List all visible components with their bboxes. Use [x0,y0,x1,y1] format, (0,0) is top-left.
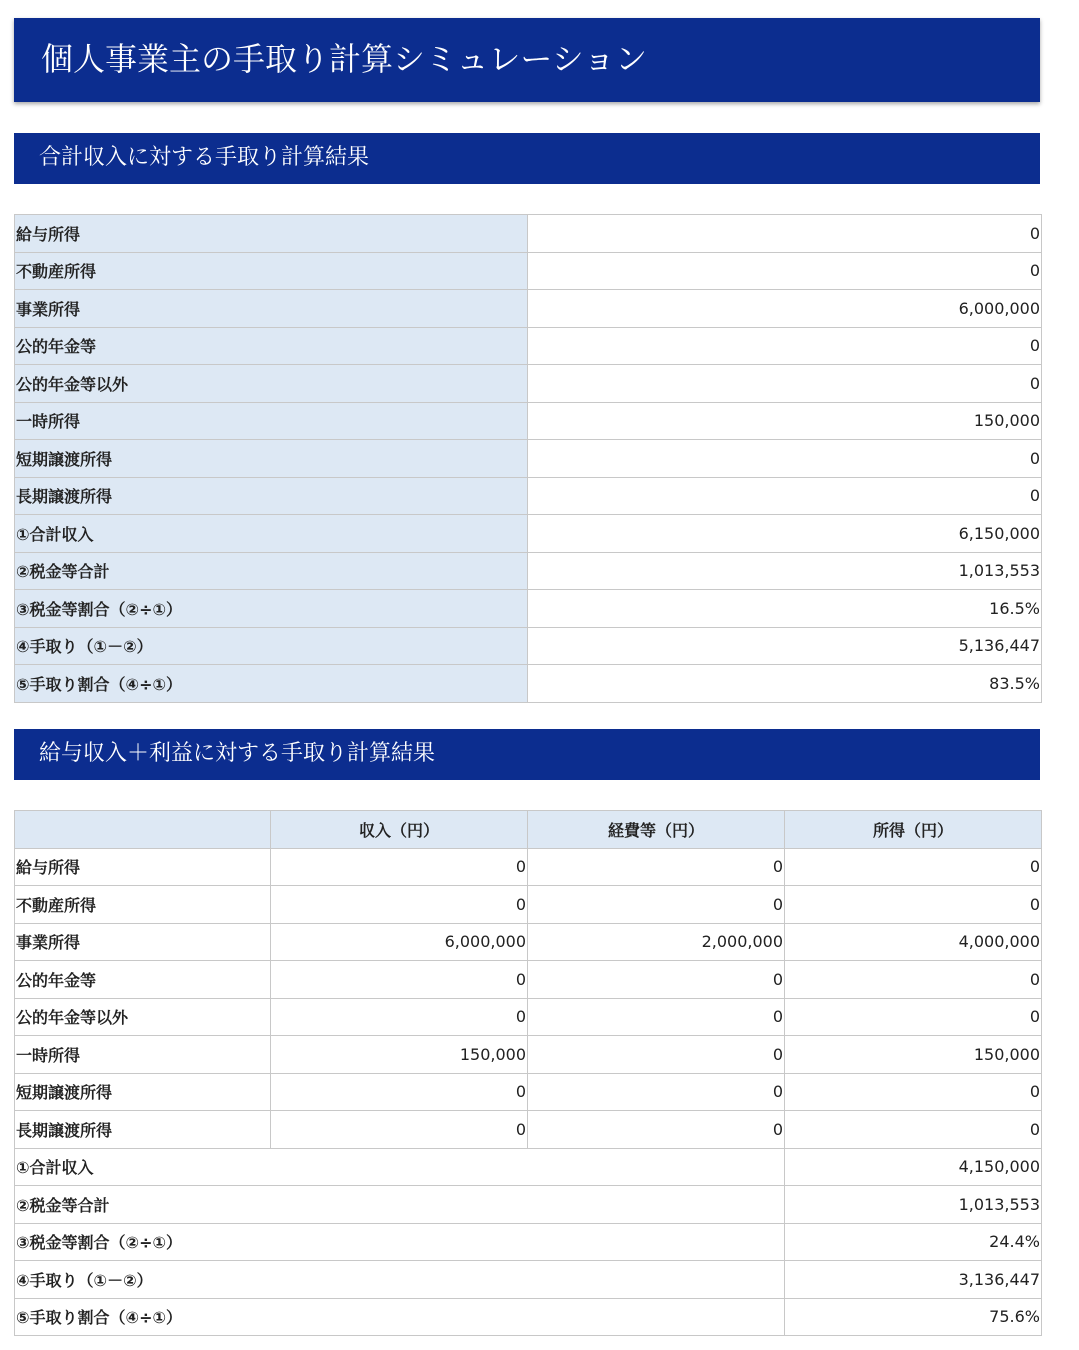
row-label: 公的年金等以外 [15,365,528,403]
row-label: 公的年金等 [15,961,271,999]
table-row [15,1036,1042,1074]
section1-heading: 合計収入に対する手取り計算結果 [39,145,370,170]
row-value: 0 [528,365,1042,403]
row-value: 5,136,447 [528,627,1042,665]
row-label: 長期譲渡所得 [15,477,528,515]
summary-row [15,1261,1042,1299]
net-income-value: 0 [785,1111,1042,1149]
summary-label: ③税金等割合（②÷①） [15,1223,785,1261]
column-header: 所得（円） [785,811,1042,849]
table-header-row [15,811,1042,849]
expense-value: 0 [528,886,785,924]
expense-value: 0 [528,1111,785,1149]
net-income-value: 0 [785,998,1042,1036]
row-value: 0 [528,215,1042,253]
row-label: 給与所得 [15,848,271,886]
row-label: 一時所得 [15,402,528,440]
column-header [15,811,271,849]
table-row [15,477,1042,515]
expense-value: 0 [528,961,785,999]
row-label: 事業所得 [15,290,528,328]
row-label: ①合計収入 [15,515,528,553]
table-row [15,327,1042,365]
table-row [15,961,1042,999]
summary-row [15,1298,1042,1336]
row-value: 150,000 [528,402,1042,440]
row-label: 給与所得 [15,215,528,253]
row-value: 6,150,000 [528,515,1042,553]
table-row [15,923,1042,961]
row-value: 83.5% [528,665,1042,703]
page-title: 個人事業主の手取り計算シミュレーション [41,40,648,78]
income-value: 0 [271,886,528,924]
row-label: 事業所得 [15,923,271,961]
summary-row [15,1223,1042,1261]
table-row [15,402,1042,440]
section2-header [14,729,1040,780]
summary-value: 3,136,447 [785,1261,1042,1299]
table-row [15,365,1042,403]
income-value: 0 [271,1073,528,1111]
row-label: 不動産所得 [15,886,271,924]
expense-value: 0 [528,1073,785,1111]
total-income-table [14,214,1042,703]
table-row [15,886,1042,924]
table-row [15,998,1042,1036]
summary-value: 75.6% [785,1298,1042,1336]
table-row [15,252,1042,290]
table-row [15,627,1042,665]
row-value: 6,000,000 [528,290,1042,328]
income-value: 0 [271,961,528,999]
row-label: 短期譲渡所得 [15,440,528,478]
row-label: ②税金等合計 [15,552,528,590]
income-value: 6,000,000 [271,923,528,961]
summary-label: ⑤手取り割合（④÷①） [15,1298,785,1336]
row-label: 不動産所得 [15,252,528,290]
net-income-value: 0 [785,848,1042,886]
row-value: 0 [528,252,1042,290]
table-row [15,1073,1042,1111]
row-label: ③税金等割合（②÷①） [15,590,528,628]
row-value: 0 [528,440,1042,478]
summary-label: ①合計収入 [15,1148,785,1186]
expense-value: 2,000,000 [528,923,785,961]
section2-heading: 給与収入＋利益に対する手取り計算結果 [39,741,436,766]
row-label: 公的年金等 [15,327,528,365]
net-income-value: 0 [785,961,1042,999]
row-label: 一時所得 [15,1036,271,1074]
income-breakdown-table [14,810,1042,1336]
row-label: ⑤手取り割合（④÷①） [15,665,528,703]
table-row [15,290,1042,328]
summary-value: 4,150,000 [785,1148,1042,1186]
table-row [15,1111,1042,1149]
summary-row [15,1148,1042,1186]
income-value: 0 [271,998,528,1036]
row-value: 0 [528,327,1042,365]
table-row [15,848,1042,886]
row-label: 公的年金等以外 [15,998,271,1036]
row-value: 16.5% [528,590,1042,628]
income-value: 150,000 [271,1036,528,1074]
table-row [15,215,1042,253]
net-income-value: 0 [785,1073,1042,1111]
table-row [15,515,1042,553]
summary-label: ②税金等合計 [15,1186,785,1224]
column-header: 収入（円） [271,811,528,849]
column-header: 経費等（円） [528,811,785,849]
summary-label: ④手取り（①－②） [15,1261,785,1299]
summary-row [15,1186,1042,1224]
summary-value: 24.4% [785,1223,1042,1261]
table-row [15,665,1042,703]
summary-value: 1,013,553 [785,1186,1042,1224]
section1-header [14,133,1040,184]
row-label: 長期譲渡所得 [15,1111,271,1149]
row-label: ④手取り（①－②） [15,627,528,665]
table-row [15,440,1042,478]
expense-value: 0 [528,998,785,1036]
expense-value: 0 [528,1036,785,1074]
expense-value: 0 [528,848,785,886]
row-value: 1,013,553 [528,552,1042,590]
income-value: 0 [271,1111,528,1149]
net-income-value: 4,000,000 [785,923,1042,961]
table-row [15,590,1042,628]
table-row [15,552,1042,590]
net-income-value: 150,000 [785,1036,1042,1074]
row-value: 0 [528,477,1042,515]
income-value: 0 [271,848,528,886]
page-title-bar [14,18,1040,102]
net-income-value: 0 [785,886,1042,924]
row-label: 短期譲渡所得 [15,1073,271,1111]
